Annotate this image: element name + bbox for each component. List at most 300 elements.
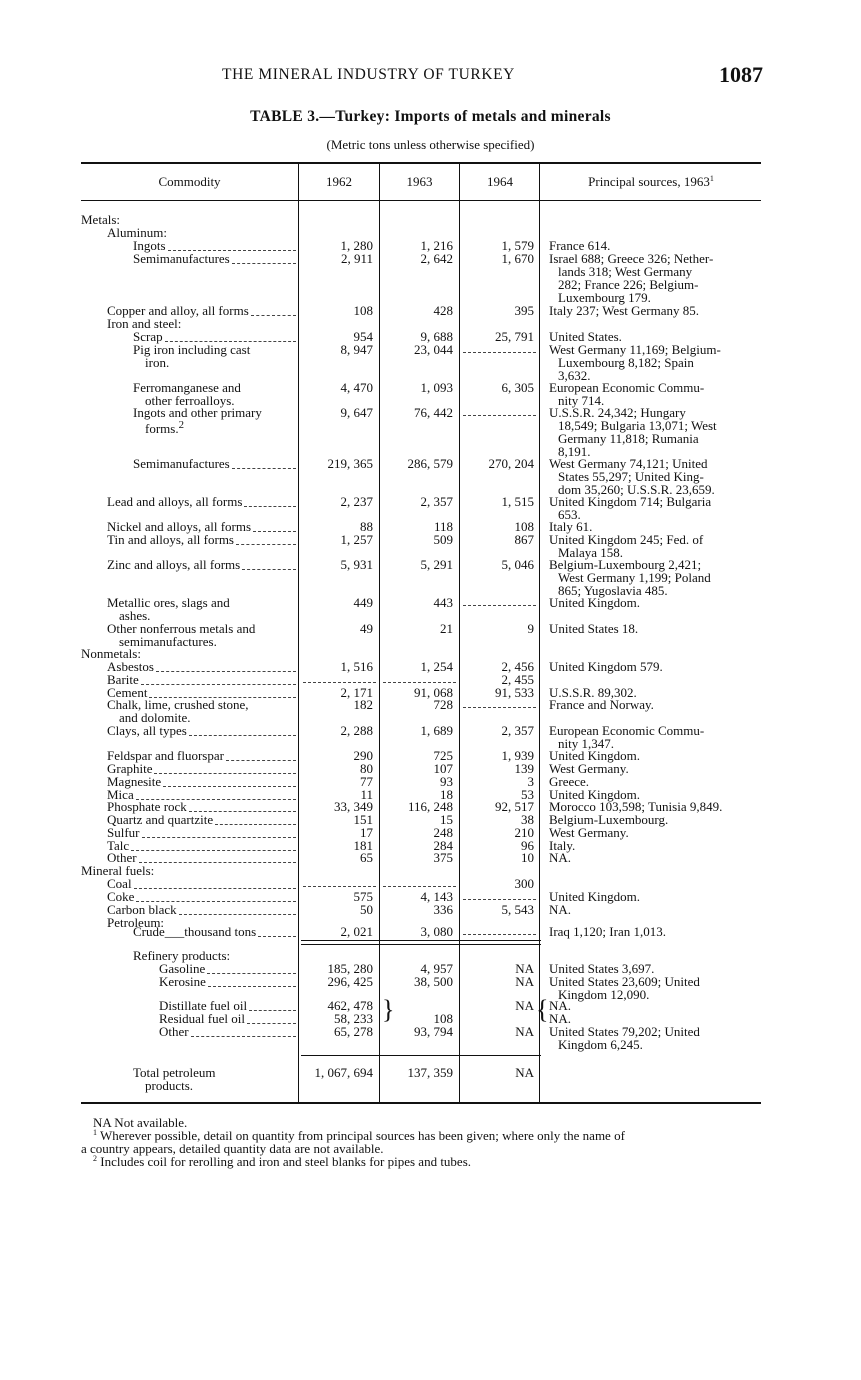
source-line: 282; France 226; Belgium- <box>558 277 699 292</box>
source-line: NA. <box>549 1011 572 1026</box>
commodity-cell <box>81 406 296 419</box>
value-64: 1, 939 <box>501 748 534 763</box>
footnote-2 <box>93 1155 773 1168</box>
value-63: 336 <box>433 902 453 917</box>
commodity-label: Mineral fuels: <box>81 863 155 878</box>
source-line: Kingdom 12,090. <box>558 987 650 1002</box>
dot-leader <box>253 531 296 532</box>
source-line: West Germany. <box>549 825 629 840</box>
value-64: 1, 579 <box>501 238 534 253</box>
commodity-label-cont-text: and dolomite. <box>119 710 191 725</box>
source-line: States 55,297; United King- <box>558 469 704 484</box>
source-line: United States 23,609; United <box>549 974 700 989</box>
commodity-label: Other <box>159 1024 189 1039</box>
value-64: 53 <box>521 787 534 802</box>
value-62: 575 <box>353 889 373 904</box>
commodity-label: Ingots <box>133 238 166 253</box>
table-row <box>81 925 761 938</box>
table-row <box>81 1065 761 1093</box>
running-title: THE MINERAL INDUSTRY OF TURKEY <box>222 66 515 83</box>
commodity-label: Phosphate rock <box>107 799 187 814</box>
refinery-double-rule-b <box>301 944 541 945</box>
source-line: United Kingdom 579. <box>549 659 663 674</box>
source-line: dom 35,260; U.S.S.R. 23,659. <box>558 482 715 497</box>
commodity-label: Metallic ores, slags and <box>107 595 230 610</box>
source-line: Israel 688; Greece 326; Nether- <box>549 251 714 266</box>
value-62: 185, 280 <box>327 961 373 976</box>
source-line: European Economic Commu- <box>549 380 705 395</box>
commodity-label: Aluminum: <box>107 225 167 240</box>
table-row <box>81 405 761 459</box>
source-line: U.S.S.R. 24,342; Hungary <box>549 405 686 420</box>
value-62: 1, 516 <box>340 659 373 674</box>
value-63: 93 <box>440 774 453 789</box>
value-62: 50 <box>360 902 373 917</box>
table-row <box>81 304 761 317</box>
source-line: 3,632. <box>558 368 591 383</box>
footnote-ref: 2 <box>178 419 185 431</box>
dot-leader <box>249 1010 296 1011</box>
source-line: United Kingdom. <box>549 889 640 904</box>
commodity-label: Refinery products: <box>133 948 231 963</box>
value-63: 3, 080 <box>420 924 453 939</box>
commodity-label: Kerosine <box>159 974 206 989</box>
footnote-1-mark: 1 <box>93 1127 97 1137</box>
no-data-dash <box>383 682 456 683</box>
commodity-label: Coal <box>107 876 132 891</box>
value-63: 108 <box>433 1011 453 1026</box>
value-64: 96 <box>521 838 534 853</box>
value-63: 509 <box>433 532 453 547</box>
commodity-label: Lead and alloys, all forms <box>107 494 243 509</box>
commodity-label-cont-text: semimanufactures. <box>119 634 217 649</box>
commodity-label-cont-text: ashes. <box>119 608 151 623</box>
commodity-label-cont-text: forms. <box>145 421 179 437</box>
value-62: 2, 021 <box>340 924 373 939</box>
commodity-cell <box>81 596 296 609</box>
commodity-cell <box>81 975 296 988</box>
source-line: United States 3,697. <box>549 961 655 976</box>
commodity-label: Asbestos <box>107 659 154 674</box>
commodity-cell <box>81 925 296 938</box>
commodity-label: Semimanufactures <box>133 251 230 266</box>
source-line: United States 18. <box>549 621 639 636</box>
source-line: Germany 11,818; Rumania <box>558 431 699 446</box>
source-line: Malaya 158. <box>558 545 623 560</box>
commodity-label: Pig iron including cast <box>133 342 251 357</box>
table-row <box>81 342 761 383</box>
value-64: 92, 517 <box>495 799 534 814</box>
table-row <box>81 213 761 226</box>
value-64: 270, 204 <box>488 456 534 471</box>
value-62: 219, 365 <box>327 456 373 471</box>
no-data-dash <box>463 707 536 708</box>
value-63: 23, 044 <box>414 342 453 357</box>
value-62: 296, 425 <box>327 974 373 989</box>
value-64: 1, 670 <box>501 251 534 266</box>
table-row <box>81 494 761 522</box>
table-subtitle: (Metric tons unless otherwise specified) <box>326 137 535 152</box>
source-line: Italy 237; West Germany 85. <box>549 303 699 318</box>
value-63: 21 <box>440 621 453 636</box>
commodity-label: Barite <box>107 672 139 687</box>
footnote-na: NA Not available. <box>93 1115 188 1130</box>
dot-leader <box>208 986 296 987</box>
table-row <box>81 762 761 775</box>
value-63: 443 <box>433 595 453 610</box>
commodity-label-cont <box>145 419 184 435</box>
commodity-label: Residual fuel oil <box>159 1011 245 1026</box>
commodity-label: Iron and steel: <box>107 316 182 331</box>
source-line: Iraq 1,120; Iran 1,013. <box>549 924 666 939</box>
commodity-label: Other nonferrous metals and <box>107 621 256 636</box>
dot-leader <box>142 837 297 838</box>
value-64: 139 <box>514 761 534 776</box>
commodity-label: Talc <box>107 838 130 853</box>
footnote-1-text: Wherever possible, detail on quantity from principal sources has been given; where only the name of <box>100 1128 625 1143</box>
table-title: TABLE 3.—Turkey: Imports of metals and minerals <box>250 108 611 125</box>
value-62: 954 <box>353 329 373 344</box>
value-64: NA <box>515 998 534 1013</box>
footnote-2-text: Includes coil for rerolling and iron and steel blanks for pipes and tubes. <box>100 1154 472 1169</box>
commodity-label: Petroleum: <box>107 915 165 930</box>
value-62: 77 <box>360 774 373 789</box>
value-64: 5, 543 <box>501 902 534 917</box>
commodity-label-cont <box>145 1079 193 1092</box>
source-line: 653. <box>558 507 581 522</box>
table-row <box>81 251 761 305</box>
value-64: 2, 357 <box>501 723 534 738</box>
dot-leader <box>134 888 296 889</box>
header-sources-note: 1 <box>709 173 714 183</box>
commodity-cell <box>81 252 296 265</box>
source-line: nity 714. <box>558 393 605 408</box>
bottom-rule <box>81 1102 761 1104</box>
table-row <box>81 456 761 497</box>
value-63: 248 <box>433 825 453 840</box>
dot-leader <box>215 824 296 825</box>
source-line: France and Norway. <box>549 697 654 712</box>
dot-leader <box>247 1023 296 1024</box>
value-62: 9, 647 <box>340 405 373 420</box>
value-62: 108 <box>353 303 373 318</box>
value-63: 1, 254 <box>420 659 453 674</box>
value-63: 1, 689 <box>420 723 453 738</box>
table-row <box>81 749 761 762</box>
value-62: 17 <box>360 825 373 840</box>
commodity-label-cont-text: iron. <box>145 355 170 370</box>
value-62: 1, 280 <box>340 238 373 253</box>
commodity-label: Zinc and alloys, all forms <box>107 557 241 572</box>
dot-leader <box>156 671 296 672</box>
commodity-label-cont <box>145 356 169 369</box>
commodity-label: Ferromanganese and <box>133 380 241 395</box>
value-63: 93, 794 <box>414 1024 453 1039</box>
source-line: West Germany 74,121; United <box>549 456 708 471</box>
commodity-label-cont-text: products. <box>145 1078 194 1093</box>
source-line: West Germany. <box>549 761 629 776</box>
commodity-label: Clays, all types <box>107 723 187 738</box>
value-63: 4, 957 <box>420 961 453 976</box>
value-63: 18 <box>440 787 453 802</box>
source-line: European Economic Commu- <box>549 723 705 738</box>
source-line: Kingdom 6,245. <box>558 1037 643 1052</box>
source-line: NA. <box>549 850 572 865</box>
source-line: 8,191. <box>558 444 591 459</box>
value-62: 11 <box>360 787 373 802</box>
source-line: NA. <box>549 902 572 917</box>
value-63: 118 <box>433 519 453 534</box>
source-line: United Kingdom. <box>549 748 640 763</box>
dot-leader <box>232 468 296 469</box>
value-64: 3 <box>527 774 534 789</box>
value-62: 449 <box>353 595 373 610</box>
header-1962: 1962 <box>326 174 352 189</box>
commodity-label: Semimanufactures <box>133 456 230 471</box>
source-line: West Germany 11,169; Belgium- <box>549 342 721 357</box>
source-line: Greece. <box>549 774 590 789</box>
table-row <box>81 723 761 751</box>
value-63: 284 <box>433 838 453 853</box>
value-62: 2, 911 <box>340 251 373 266</box>
dot-leader <box>189 735 296 736</box>
source-line: nity 1,347. <box>558 736 614 751</box>
value-62: 182 <box>353 697 373 712</box>
value-64: NA <box>515 1024 534 1039</box>
value-63: 91, 068 <box>414 685 453 700</box>
dot-leader <box>236 544 296 545</box>
top-rule <box>81 162 761 164</box>
commodity-cell <box>81 495 296 508</box>
value-62: 151 <box>353 812 373 827</box>
dot-leader <box>163 786 296 787</box>
commodity-label: Chalk, lime, crushed stone, <box>107 697 249 712</box>
header-1963: 1963 <box>406 174 433 189</box>
brace-1963-distillate-residual: } <box>382 995 395 1024</box>
value-63: 9, 688 <box>420 329 453 344</box>
value-62: 33, 349 <box>334 799 373 814</box>
commodity-label: Cement <box>107 685 148 700</box>
commodity-label: Tin and alloys, all forms <box>107 532 234 547</box>
value-63: 286, 579 <box>407 456 453 471</box>
commodity-label: Copper and alloy, all forms <box>107 303 249 318</box>
source-line: Italy 61. <box>549 519 593 534</box>
table-row <box>81 974 761 1002</box>
value-62: 2, 288 <box>340 723 373 738</box>
commodity-label-cont-text: other ferroalloys. <box>145 393 235 408</box>
table-row <box>81 697 761 725</box>
value-64: 867 <box>514 532 534 547</box>
value-62: 4, 470 <box>340 380 373 395</box>
dot-leader <box>258 936 296 937</box>
commodity-label: Sulfur <box>107 825 140 840</box>
value-63: 38, 500 <box>414 974 453 989</box>
value-64: 210 <box>514 825 534 840</box>
header-1964: 1964 <box>487 174 513 189</box>
table-row <box>81 851 761 864</box>
source-line: France 614. <box>549 238 611 253</box>
value-63: 1, 216 <box>420 238 453 253</box>
commodity-label: Distillate fuel oil <box>159 998 248 1013</box>
source-line: Luxembourg 179. <box>558 290 651 305</box>
commodity-label: Mica <box>107 787 134 802</box>
value-64: 9 <box>527 621 534 636</box>
commodity-label: Other <box>107 850 137 865</box>
value-63: 725 <box>433 748 453 763</box>
table-row <box>81 775 761 788</box>
commodity-label: Quartz and quartzite <box>107 812 214 827</box>
commodity-label: Ingots and other primary <box>133 405 262 420</box>
commodity-label: Scrap <box>133 329 163 344</box>
table-row <box>81 813 761 826</box>
value-64: 91, 533 <box>495 685 534 700</box>
dot-leader <box>154 773 296 774</box>
dot-leader <box>141 684 296 685</box>
source-line: United States. <box>549 329 622 344</box>
table-row <box>81 826 761 839</box>
source-line: Italy. <box>549 838 576 853</box>
no-data-dash <box>303 682 376 683</box>
commodity-cell <box>81 226 296 239</box>
value-62: 2, 171 <box>340 685 373 700</box>
footnote-1-cont: a country appears, detailed quantity data are not available. <box>81 1141 384 1156</box>
value-63: 2, 357 <box>420 494 453 509</box>
value-62: 1, 257 <box>340 532 373 547</box>
no-data-dash <box>383 886 456 887</box>
source-line: United Kingdom 714; Bulgaria <box>549 494 712 509</box>
footnote-2-mark: 2 <box>93 1153 97 1163</box>
refinery-double-rule-a <box>301 940 541 941</box>
source-line: United Kingdom 245; Fed. of <box>549 532 704 547</box>
no-data-dash <box>463 899 536 900</box>
dot-leader <box>251 315 296 316</box>
value-63: 4, 143 <box>420 889 453 904</box>
value-62: 49 <box>360 621 373 636</box>
page-number: 1087 <box>719 62 763 87</box>
no-data-dash <box>463 415 536 416</box>
value-62: 80 <box>360 761 373 776</box>
source-line: Belgium-Luxembourg. <box>549 812 669 827</box>
value-63: 1, 093 <box>420 380 453 395</box>
source-line: Morocco 103,598; Tunisia 9,849. <box>549 799 723 814</box>
value-64: NA <box>515 961 534 976</box>
no-data-dash <box>463 352 536 353</box>
value-62: 88 <box>360 519 373 534</box>
value-63: 728 <box>433 697 453 712</box>
source-line: Luxembourg 8,182; Spain <box>558 355 694 370</box>
dot-leader <box>191 1036 296 1037</box>
value-64: 2, 455 <box>501 672 534 687</box>
value-62: 2, 237 <box>340 494 373 509</box>
value-64: 1, 515 <box>501 494 534 509</box>
value-63: 76, 442 <box>414 405 453 420</box>
table-row <box>81 660 761 673</box>
dot-leader <box>242 569 296 570</box>
table-row <box>81 557 761 598</box>
running-head <box>0 62 861 88</box>
commodity-cell <box>81 457 296 470</box>
commodity-cell <box>81 558 296 571</box>
commodity-label: Gasoline <box>159 961 206 976</box>
value-63: 15 <box>440 812 453 827</box>
table-row <box>81 595 761 623</box>
value-62: 5, 931 <box>340 557 373 572</box>
dot-leader <box>244 506 296 507</box>
commodity-label: Magnesite <box>107 774 162 789</box>
value-63: 428 <box>433 303 453 318</box>
table-row <box>81 621 761 649</box>
value-64: 38 <box>521 812 534 827</box>
source-line: U.S.S.R. 89,302. <box>549 685 637 700</box>
value-63: 375 <box>433 850 453 865</box>
commodity-label: Crude___thousand tons <box>133 924 257 939</box>
value-64: 25, 791 <box>495 329 534 344</box>
commodity-cell <box>81 317 296 330</box>
source-line: United States 79,202; United <box>549 1024 700 1039</box>
commodity-label: Feldspar and fluorspar <box>107 748 224 763</box>
source-line: United Kingdom. <box>549 787 640 802</box>
commodity-cell <box>81 724 296 737</box>
commodity-label: Total petroleum <box>133 1065 216 1080</box>
table-row <box>81 380 761 408</box>
commodity-label: Nonmetals: <box>81 646 141 661</box>
value-64: 395 <box>514 303 534 318</box>
commodity-label: Carbon black <box>107 902 177 917</box>
value-63: 107 <box>433 761 453 776</box>
commodity-cell <box>81 1025 296 1038</box>
commodity-cell <box>81 533 296 546</box>
source-line: NA. <box>549 998 572 1013</box>
header-rule <box>81 200 761 201</box>
source-line: United Kingdom. <box>549 595 640 610</box>
value-62: 181 <box>353 838 373 853</box>
table-row <box>81 903 761 916</box>
commodity-label: Nickel and alloys, all forms <box>107 519 252 534</box>
dot-leader <box>207 973 296 974</box>
table-row <box>81 864 761 877</box>
value-62: 65 <box>360 850 373 865</box>
value-63: 2, 642 <box>420 251 453 266</box>
value-63: 137, 359 <box>407 1065 453 1080</box>
value-64: 2, 456 <box>501 659 534 674</box>
no-data-dash <box>463 934 536 935</box>
value-64: NA <box>515 974 534 989</box>
header-sources <box>541 174 761 190</box>
source-line: 865; Yugoslavia 485. <box>558 583 668 598</box>
commodity-cell <box>81 343 296 356</box>
commodity-label: Metals: <box>81 212 120 227</box>
commodity-label: Graphite <box>107 761 153 776</box>
source-line: lands 318; West Germany <box>558 264 693 279</box>
value-64: 5, 046 <box>501 557 534 572</box>
value-64: NA <box>515 1065 534 1080</box>
dot-leader <box>179 914 296 915</box>
total-rule <box>301 1055 541 1056</box>
commodity-label: Coke <box>107 889 135 904</box>
header-commodity: Commodity <box>158 174 221 189</box>
source-line: West Germany 1,199; Poland <box>558 570 711 585</box>
no-data-dash <box>463 605 536 606</box>
table-row <box>81 890 761 903</box>
source-line: 18,549; Bulgaria 13,071; West <box>558 418 717 433</box>
value-63: 116, 248 <box>407 799 453 814</box>
value-62: 58, 233 <box>334 1011 373 1026</box>
value-62: 1, 067, 694 <box>314 1065 373 1080</box>
table-row <box>81 1024 761 1052</box>
value-64: 10 <box>521 850 534 865</box>
table-row <box>81 532 761 560</box>
value-62: 8, 947 <box>340 342 373 357</box>
